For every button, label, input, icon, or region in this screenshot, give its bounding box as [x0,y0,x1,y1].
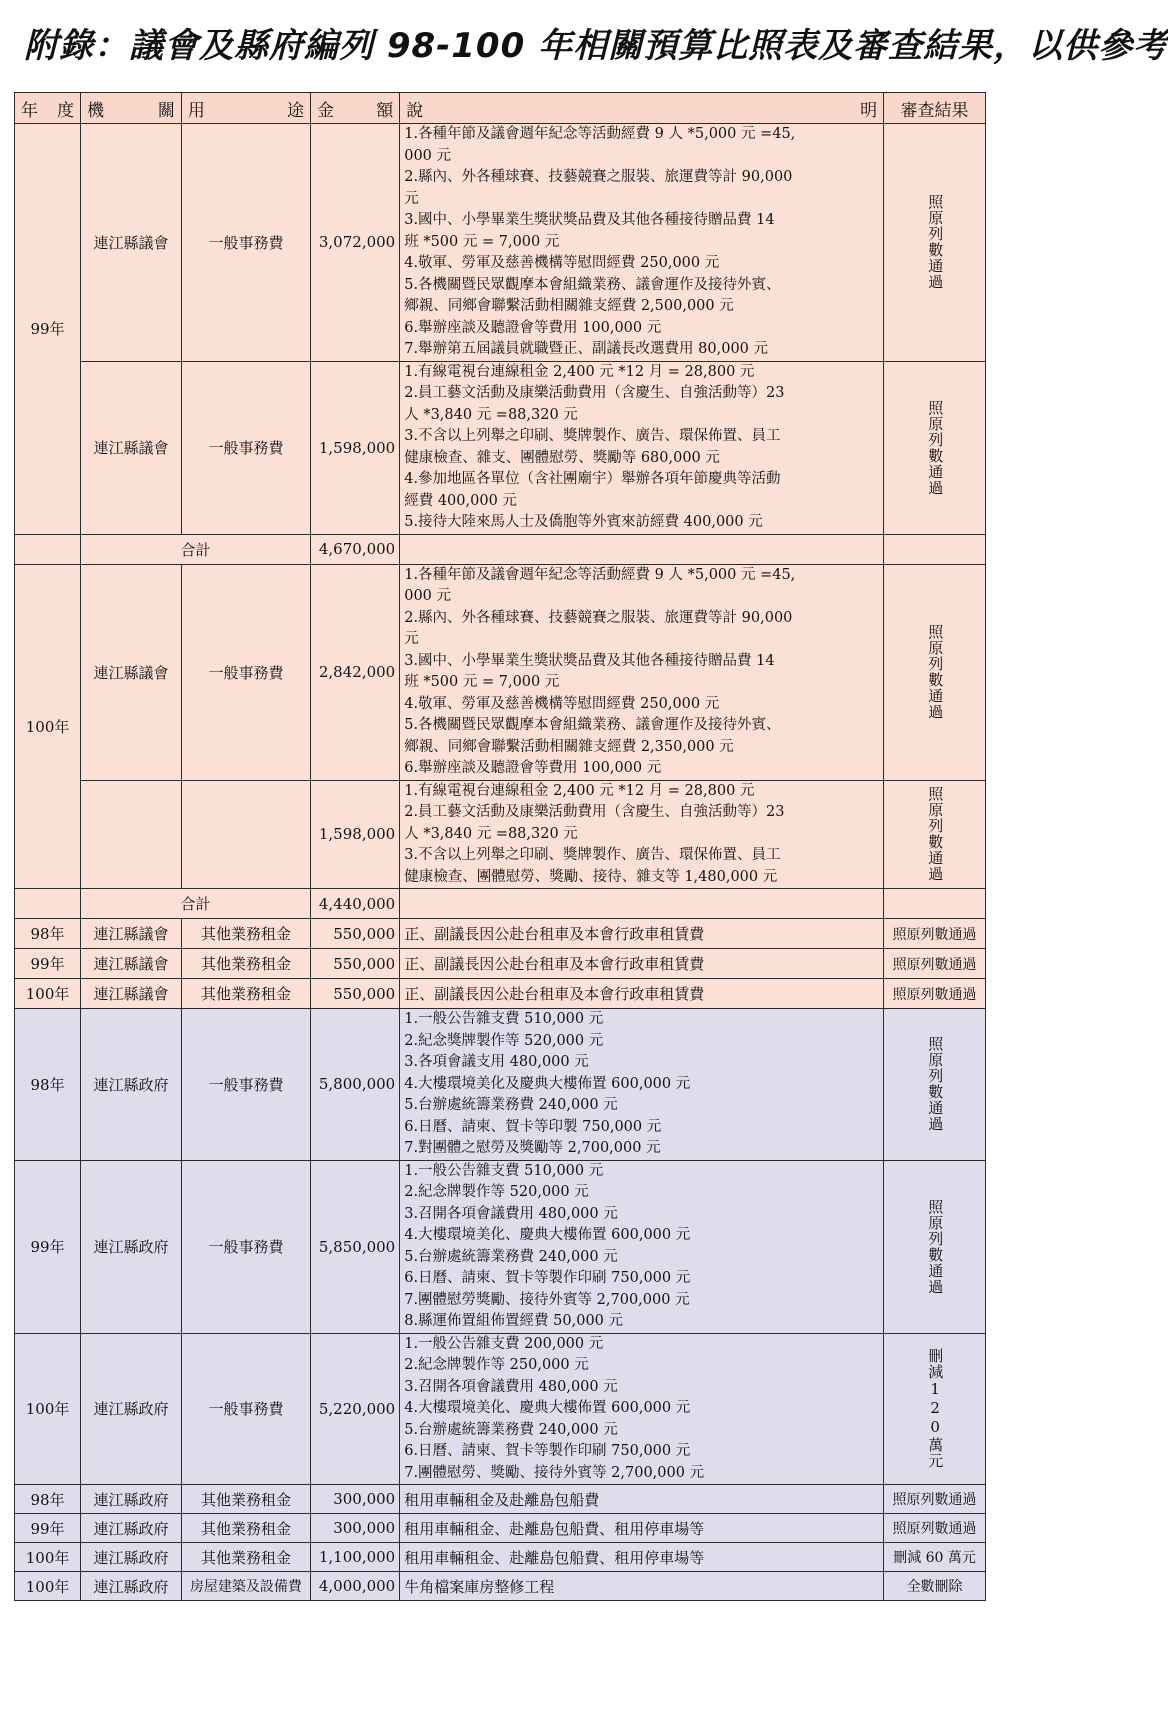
amount-cell: 4,000,000 [311,1572,400,1601]
description-cell: 租用車輛租金、赴離島包船費、租用停車場等 [400,1514,884,1543]
result-cell: 全數刪除 [884,1572,986,1601]
header-result: 審查結果 [884,93,986,124]
year-cell: 100年 [15,979,81,1009]
subtotal-row [15,889,986,919]
use-cell: 其他業務租金 [181,1543,310,1572]
org-cell: 連江縣議會 [81,361,182,534]
subtotal-label: 合計 [81,889,311,919]
use-cell: 房屋建築及設備費 [181,1572,310,1601]
org-cell: 連江縣政府 [81,1543,182,1572]
table-row [15,1572,986,1601]
table-header-row [15,93,986,124]
year-cell: 100年 [15,564,81,889]
use-cell: 一般事務費 [181,564,310,780]
table-row [15,361,986,534]
org-cell: 連江縣政府 [81,1514,182,1543]
org-cell [81,780,182,889]
amount-cell: 300,000 [311,1485,400,1514]
amount-cell: 1,598,000 [311,361,400,534]
table-row [15,979,986,1009]
org-cell: 連江縣政府 [81,1009,182,1161]
header-org: 機 關 [81,93,182,124]
result-cell: 照原列數通過 [884,124,986,362]
result-cell: 照原列數通過 [884,1514,986,1543]
header-year: 年 度 [15,93,81,124]
use-cell: 一般事務費 [181,1160,310,1333]
table-row [15,1333,986,1485]
amount-cell: 300,000 [311,1514,400,1543]
description-cell: 1.一般公告雜支費 200,000 元 2.紀念牌製作等 250,000 元 3.召開各項會議費用 480,000 元 4.大樓環境美化、慶典大樓佈置 600,000 元 5.台辦處統籌業務費 240,000 元 6.日曆、請柬、賀卡等製作印刷 750,000 元 7.團體慰勞、獎勵、接待外賓等 2,700,000 元 [400,1333,884,1485]
amount-cell: 550,000 [311,949,400,979]
subtotal-amount: 4,670,000 [311,534,400,564]
year-cell: 99年 [15,1514,81,1543]
result-cell: 照原列數通過 [884,1485,986,1514]
description-cell: 1.各種年節及議會週年紀念等活動經費 9 人 *5,000 元 =45, 000 元 2.縣內、外各種球賽、技藝競賽之服裝、旅運費等計 90,000 元 3.國中、小學畢業生獎狀獎品費及其他各種接待贈品費 14 班 *500 元 = 7,000 元 4.敬軍、勞軍及慈善機構等慰問經費 250,000 元 5.各機關暨民眾觀摩本會組織業務、議會運作及接待外賓、 鄉親、同鄉會聯繫活動相關雜支經費 2,500,000 元 6.舉辦座談及聽證會等費用 100,000 元 7.舉辦第五屆議員就職暨正、副議長改選費用 80,000 元 [400,124,884,362]
use-cell: 其他業務租金 [181,949,310,979]
use-cell: 其他業務租金 [181,979,310,1009]
amount-cell: 5,800,000 [311,1009,400,1161]
use-cell: 一般事務費 [181,361,310,534]
year-cell: 98年 [15,1485,81,1514]
description-cell: 1.各種年節及議會週年紀念等活動經費 9 人 *5,000 元 =45, 000 元 2.縣內、外各種球賽、技藝競賽之服裝、旅運費等計 90,000 元 3.國中、小學畢業生獎狀獎品費及其他各種接待贈品費 14 班 *500 元 = 7,000 元 4.敬軍、勞軍及慈善機構等慰問經費 250,000 元 5.各機關暨民眾觀摩本會組織業務、議會運作及接待外賓、 鄉親、同鄉會聯繫活動相關雜支經費 2,350,000 元 6.舉辦座談及聽證會等費用 100,000 元 [400,564,884,780]
use-cell: 其他業務租金 [181,919,310,949]
table-row [15,949,986,979]
table-row [15,564,986,780]
table-row [15,1160,986,1333]
use-cell [181,780,310,889]
amount-cell: 3,072,000 [311,124,400,362]
description-cell: 正、副議長因公赴台租車及本會行政車租賃費 [400,949,884,979]
result-cell: 照原列數通過 [884,361,986,534]
amount-cell: 550,000 [311,979,400,1009]
subtotal-amount: 4,440,000 [311,889,400,919]
result-cell: 照原列數通過 [884,979,986,1009]
result-cell: 照原列數通過 [884,780,986,889]
org-cell: 連江縣議會 [81,949,182,979]
page-title: 附錄：議會及縣府編列 98-100 年相關預算比照表及審查結果，以供參考 [24,26,1168,66]
org-cell: 連江縣政府 [81,1572,182,1601]
description-cell: 正、副議長因公赴台租車及本會行政車租賃費 [400,919,884,949]
description-cell: 1.有線電視台連線租金 2,400 元 *12 月 = 28,800 元 2.員工藝文活動及康樂活動費用（含慶生、自強活動等）23 人 *3,840 元 =88,320 元 3.不含以上列舉之印刷、獎牌製作、廣告、環保佈置、員工 健康檢查、雜支、團體慰勞、獎勵等 680,000 元 4.參加地區各單位（含社團廟宇）舉辦各項年節慶典等活動 經費 400,000 元 5.接待大陸來馬人士及僑胞等外賓來訪經費 400,000 元 [400,361,884,534]
year-cell: 100年 [15,1543,81,1572]
use-cell: 一般事務費 [181,124,310,362]
amount-cell: 5,220,000 [311,1333,400,1485]
table-row [15,780,986,889]
amount-cell: 550,000 [311,919,400,949]
subtotal-row [15,534,986,564]
header-amount: 金 額 [311,93,400,124]
description-cell: 1.有線電視台連線租金 2,400 元 *12 月 = 28,800 元 2.員工藝文活動及康樂活動費用（含慶生、自強活動等）23 人 *3,840 元 =88,320 元 3.不含以上列舉之印刷、獎牌製作、廣告、環保佈置、員工 健康檢查、團體慰勞、獎勵、接待、雜支等 1,480,000 元 [400,780,884,889]
year-cell: 100年 [15,1333,81,1485]
use-cell: 其他業務租金 [181,1485,310,1514]
result-cell: 照原列數通過 [884,1160,986,1333]
year-cell: 99年 [15,949,81,979]
description-cell: 正、副議長因公赴台租車及本會行政車租賃費 [400,979,884,1009]
header-use: 用 途 [181,93,310,124]
table-row [15,1514,986,1543]
description-cell: 租用車輛租金、赴離島包船費、租用停車場等 [400,1543,884,1572]
amount-cell: 2,842,000 [311,564,400,780]
org-cell: 連江縣政府 [81,1485,182,1514]
table-row [15,1485,986,1514]
year-cell: 98年 [15,919,81,949]
description-cell: 1.一般公告雜支費 510,000 元 2.紀念獎牌製作等 520,000 元 3.各項會議支用 480,000 元 4.大樓環境美化及慶典大樓佈置 600,000 元 5.台辦處統籌業務費 240,000 元 6.日曆、請柬、賀卡等印製 750,000 元 7.對團體之慰勞及獎勵等 2,700,000 元 [400,1009,884,1161]
table-row [15,1543,986,1572]
year-cell: 99年 [15,124,81,535]
org-cell: 連江縣議會 [81,124,182,362]
use-cell: 一般事務費 [181,1333,310,1485]
org-cell: 連江縣議會 [81,919,182,949]
year-cell: 99年 [15,1160,81,1333]
use-cell: 其他業務租金 [181,1514,310,1543]
amount-cell: 1,100,000 [311,1543,400,1572]
org-cell: 連江縣議會 [81,979,182,1009]
amount-cell: 1,598,000 [311,780,400,889]
use-cell: 一般事務費 [181,1009,310,1161]
result-cell: 照原列數通過 [884,919,986,949]
org-cell: 連江縣政府 [81,1333,182,1485]
result-cell: 照原列數通過 [884,564,986,780]
table-row [15,124,986,362]
subtotal-label: 合計 [81,534,311,564]
table-row [15,1009,986,1161]
result-cell: 刪減 60 萬元 [884,1543,986,1572]
header-description: 說 明 [400,93,884,124]
year-cell: 100年 [15,1572,81,1601]
result-cell: 照原列數通過 [884,949,986,979]
description-cell: 1.一般公告雜支費 510,000 元 2.紀念牌製作等 520,000 元 3.召開各項會議費用 480,000 元 4.大樓環境美化、慶典大樓佈置 600,000 元 5.台辦處統籌業務費 240,000 元 6.日曆、請柬、賀卡等製作印刷 750,000 元 7.團體慰勞獎勵、接待外賓等 2,700,000 元 8.縣運佈置組佈置經費 50,000 元 [400,1160,884,1333]
result-cell: 照原列數通過 [884,1009,986,1161]
description-cell: 牛角檔案庫房整修工程 [400,1572,884,1601]
table-row [15,919,986,949]
budget-table [14,92,986,1601]
org-cell: 連江縣政府 [81,1160,182,1333]
org-cell: 連江縣議會 [81,564,182,780]
year-cell: 98年 [15,1009,81,1161]
description-cell: 租用車輛租金及赴離島包船費 [400,1485,884,1514]
result-cell: 刪減120萬元 [884,1333,986,1485]
amount-cell: 5,850,000 [311,1160,400,1333]
